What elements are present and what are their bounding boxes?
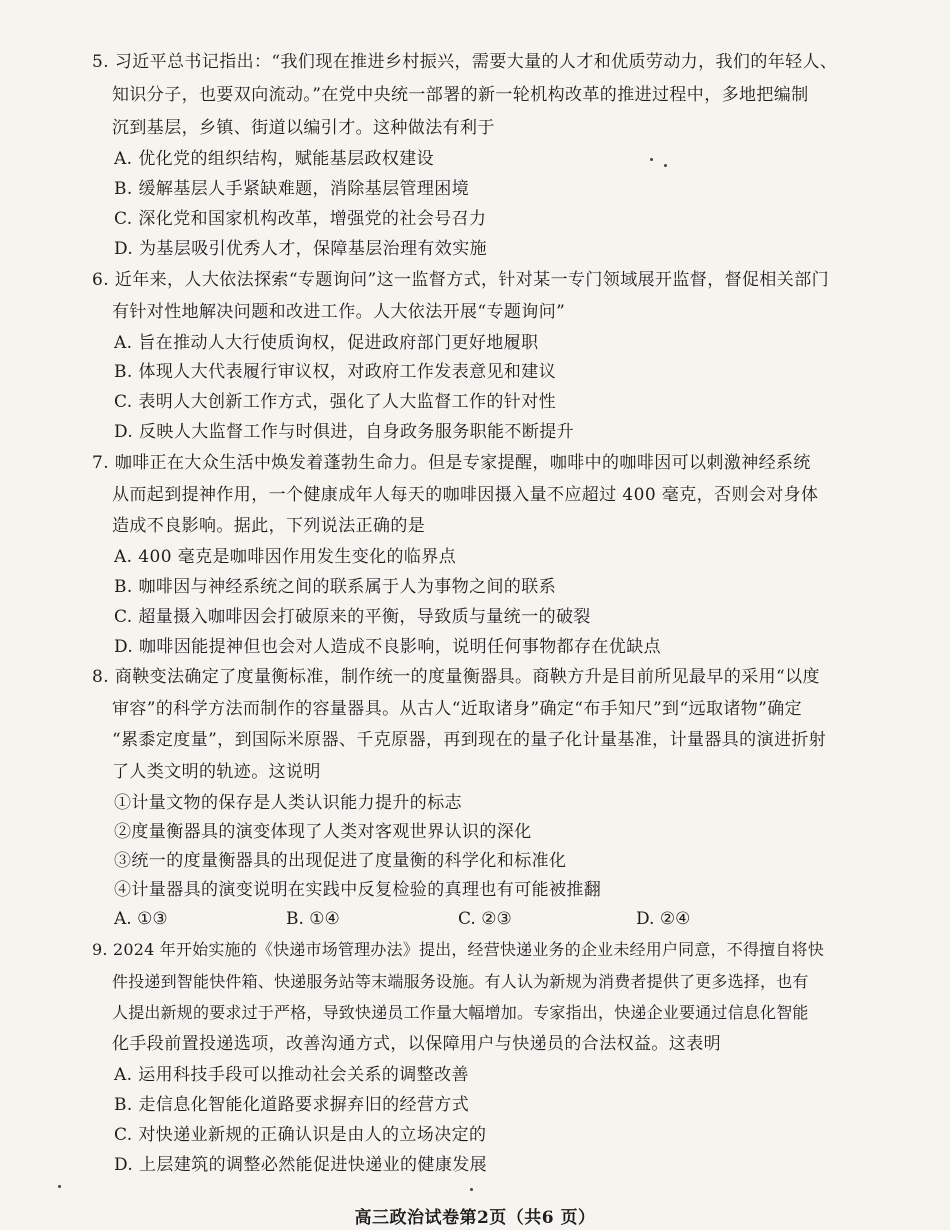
question-9-line-3: 人提出新规的要求过于严格，导致快递员工作量大幅增加。专家指出，快递企业要通过信息化智能 [112,1003,809,1022]
question-8-choice-a: A. ①③ [114,909,168,929]
question-8-line-2: 审容”的科学方法而制作的容量器具。从古人“近取诸身”确定“布手知尺”到“远取诸物”确定 [112,699,803,719]
question-7-line-3: 造成不良影响。据此，下列说法正确的是 [112,516,426,536]
scan-speck [470,1188,473,1191]
question-5-option-d: D. 为基层吸引优秀人才，保障基层治理有效实施 [114,239,488,259]
question-7-line-2: 从而起到提神作用，一个健康成年人每天的咖啡因摄入量不应超过 400 毫克，否则会对身体 [112,485,819,505]
question-9-option-b: B. 走信息化智能化道路要求摒弃旧的经营方式 [114,1095,470,1115]
question-7-line-1: 7. 咖啡正在大众生活中焕发着蓬勃生命力。但是专家提醒，咖啡中的咖啡因可以刺激神经系统 [92,453,811,473]
question-5-option-c: C. 深化党和国家机构改革，增强党的社会号召力 [114,209,487,229]
question-8-line-1: 8. 商鞅变法确定了度量衡标准，制作统一的度量衡器具。商鞅方升是目前所见最早的采用“以度 [92,667,820,687]
scan-speck [650,158,653,161]
question-6-option-b: B. 体现人大代表履行审议权，对政府工作发表意见和建议 [114,362,557,382]
question-5-line-1: 5. 习近平总书记指出：“我们现在推进乡村振兴，需要大量的人才和优质劳动力，我们的年轻人、 [92,52,838,72]
question-9-option-d: D. 上层建筑的调整必然能促进快递业的健康发展 [114,1155,488,1175]
question-9-option-a: A. 运用科技手段可以推动社会关系的调整改善 [114,1065,469,1085]
question-9-line-4: 化手段前置投递选项，改善沟通方式，以保障用户与快递员的合法权益。这表明 [112,1034,721,1054]
question-8-statement-2: ②度量衡器具的演变体现了人类对客观世界认识的深化 [114,822,532,842]
question-8-choice-b: B. ①④ [286,909,340,929]
question-5-line-2: 知识分子，也要双向流动。”在党中央统一部署的新一轮机构改革的推进过程中，多地把编制 [112,85,809,105]
question-5-option-a: A. 优化党的组织结构，赋能基层政权建设 [114,149,435,169]
question-6-line-1: 6. 近年来，人大依法探索“专题询问”这一监督方式，针对某一专门领域展开监督，督促相关部门 [92,270,830,290]
page-footer: 高三政治试卷第2页（共6 页） [354,1208,596,1228]
question-7-option-b: B. 咖啡因与神经系统之间的联系属于人为事物之间的联系 [114,577,557,597]
question-7-option-d: D. 咖啡因能提神但也会对人造成不良影响，说明任何事物都存在优缺点 [114,637,662,657]
question-8-statement-3: ③统一的度量衡器具的出现促进了度量衡的科学化和标准化 [114,851,567,871]
question-5-line-3: 沉到基层，乡镇、街道以编引才。这种做法有利于 [112,118,495,138]
question-5-option-b: B. 缓解基层人手紧缺难题，消除基层管理困境 [114,179,470,199]
scan-speck [58,1185,61,1188]
question-6-option-c: C. 表明人大创新工作方式，强化了人大监督工作的针对性 [114,392,557,412]
scan-speck [664,164,667,167]
question-7-option-a: A. 400 毫克是咖啡因作用发生变化的临界点 [114,547,457,567]
question-8-line-3: “累黍定度量”，到国际米原器、千克原器，再到现在的量子化计量基准，计量器具的演进折射 [112,730,827,750]
question-6-option-d: D. 反映人大监督工作与时俱进，自身政务服务职能不断提升 [114,422,575,442]
question-7-option-c: C. 超量摄入咖啡因会打破原来的平衡，导致质与量统一的破裂 [114,607,591,627]
question-6-line-2: 有针对性地解决问题和改进工作。人大依法开展“专题询问” [112,302,566,322]
question-9-option-c: C. 对快递业新规的正确认识是由人的立场决定的 [114,1125,487,1145]
question-6-option-a: A. 旨在推动人大行使质询权，促进政府部门更好地履职 [114,333,539,353]
question-8-choice-d: D. ②④ [636,909,691,929]
question-8-statement-4: ④计量器具的演变说明在实践中反复检验的真理也有可能被推翻 [114,880,602,900]
question-9-line-1: 9. 2024 年开始实施的《快递市场管理办法》提出，经营快递业务的企业未经用户同意，不得擅自将快 [92,940,824,959]
question-8-statement-1: ①计量文物的保存是人类认识能力提升的标志 [114,793,462,813]
question-9-line-2: 件投递到智能快件箱、快递服务站等末端服务设施。有人认为新规为消费者提供了更多选择，也有 [112,972,809,991]
question-8-choice-c: C. ②③ [458,909,512,929]
question-8-line-4: 了人类文明的轨迹。这说明 [112,762,321,782]
